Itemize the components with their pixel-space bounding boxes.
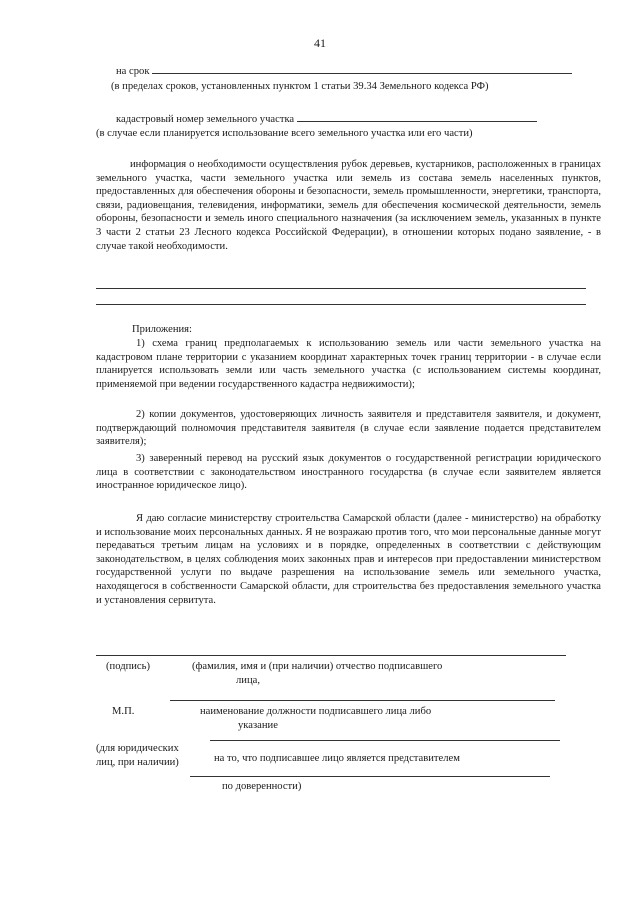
signature-label: (подпись) <box>106 661 150 672</box>
term-blank[interactable] <box>152 64 572 74</box>
term-field <box>116 64 572 79</box>
representation-line[interactable] <box>210 740 560 741</box>
proxy-line[interactable] <box>190 776 550 777</box>
cadastral-blank[interactable] <box>297 112 537 122</box>
position-label: наименование должности подписавшего лица либо <box>200 706 432 717</box>
tree-cutting-info: информация о необходимости осуществления рубок деревьев, кустарников, расположенных в границах земельного участка, части земельного участка или земель из состава земель населенных пунктов, предоставленных для обеспечения обороны и безопасности, земель промышленности, энергетики, транспорта, связи, радиовещания, телевидения, информатики, земель для обеспечения космической деятельности, земель обороны, безопасности и земель иного специального назначения (за исключением земель, указанных в пункте 3 части 2 статьи 23 Лесного кодекса Российской Федерации), в отношении которых подано заявление, - в случае такой необходимости. <box>96 159 601 252</box>
blank-line-2[interactable] <box>96 304 586 305</box>
term-note: (в пределах сроков, установленных пунктом 1 статьи 39.34 Земельного кодекса РФ) <box>111 81 489 92</box>
fio-label-cont: лица, <box>236 675 260 686</box>
cadastral-field <box>116 112 537 127</box>
attachments-heading: Приложения: <box>132 324 192 335</box>
proxy-label: по доверенности) <box>222 781 302 792</box>
legal-entity-label: (для юридических <box>96 743 179 754</box>
legal-entity-label-cont: лиц, при наличии) <box>96 757 179 768</box>
position-label-cont: указание <box>238 720 278 731</box>
representative-label: на то, что подписавшее лицо является представителем <box>214 753 460 764</box>
page-number: 41 <box>314 36 326 50</box>
term-label: на срок <box>116 66 150 77</box>
stamp-label: М.П. <box>112 706 135 717</box>
attachment-item-1: 1) схема границ предполагаемых к использованию земель или части земельного участка на кадастровом плане территории с указанием координат характерных точек границ территории - в случае если планируется использовать земли или часть земельного участка (с использованием системы координат, применяемой при ведении государственного кадастра недвижимости); <box>96 338 601 390</box>
fio-label: (фамилия, имя и (при наличии) отчество подписавшего <box>192 661 443 672</box>
blank-line-1[interactable] <box>96 288 586 289</box>
cadastral-label: кадастровый номер земельного участка <box>116 114 295 125</box>
consent-paragraph: Я даю согласие министерству строительства Самарской области (далее - министерство) на обработку и использование моих персональных данных. Я не возражаю против того, что мои персональные данные могут передаваться третьим лицам на условиях и в порядке, определенных в соответствии с действующим законодательством, в целях соблюдения моих законных прав и интересов при предоставлении министерством государственной услуги по выдаче разрешения на использование земель или земельного участка, находящегося в собственности Самарской области, для строительства без предоставления земельного участка и установления сервитута. <box>96 513 601 606</box>
attachment-item-2: 2) копии документов, удостоверяющих личность заявителя и представителя заявителя, и документ, подтверждающий полномочия представителя заявителя (в случае если заявление подается представителем заявителя); <box>96 409 601 448</box>
attachment-item-3: 3) заверенный перевод на русский язык документов о государственной регистрации юридического лица в соответствии с законодательством иностранного государства (в случае если заявителем является иностранное юридическое лицо). <box>96 453 601 492</box>
position-line[interactable] <box>170 700 555 701</box>
signature-line[interactable] <box>96 655 566 656</box>
cadastral-note: (в случае если планируется использование всего земельного участка или его части) <box>96 128 473 139</box>
